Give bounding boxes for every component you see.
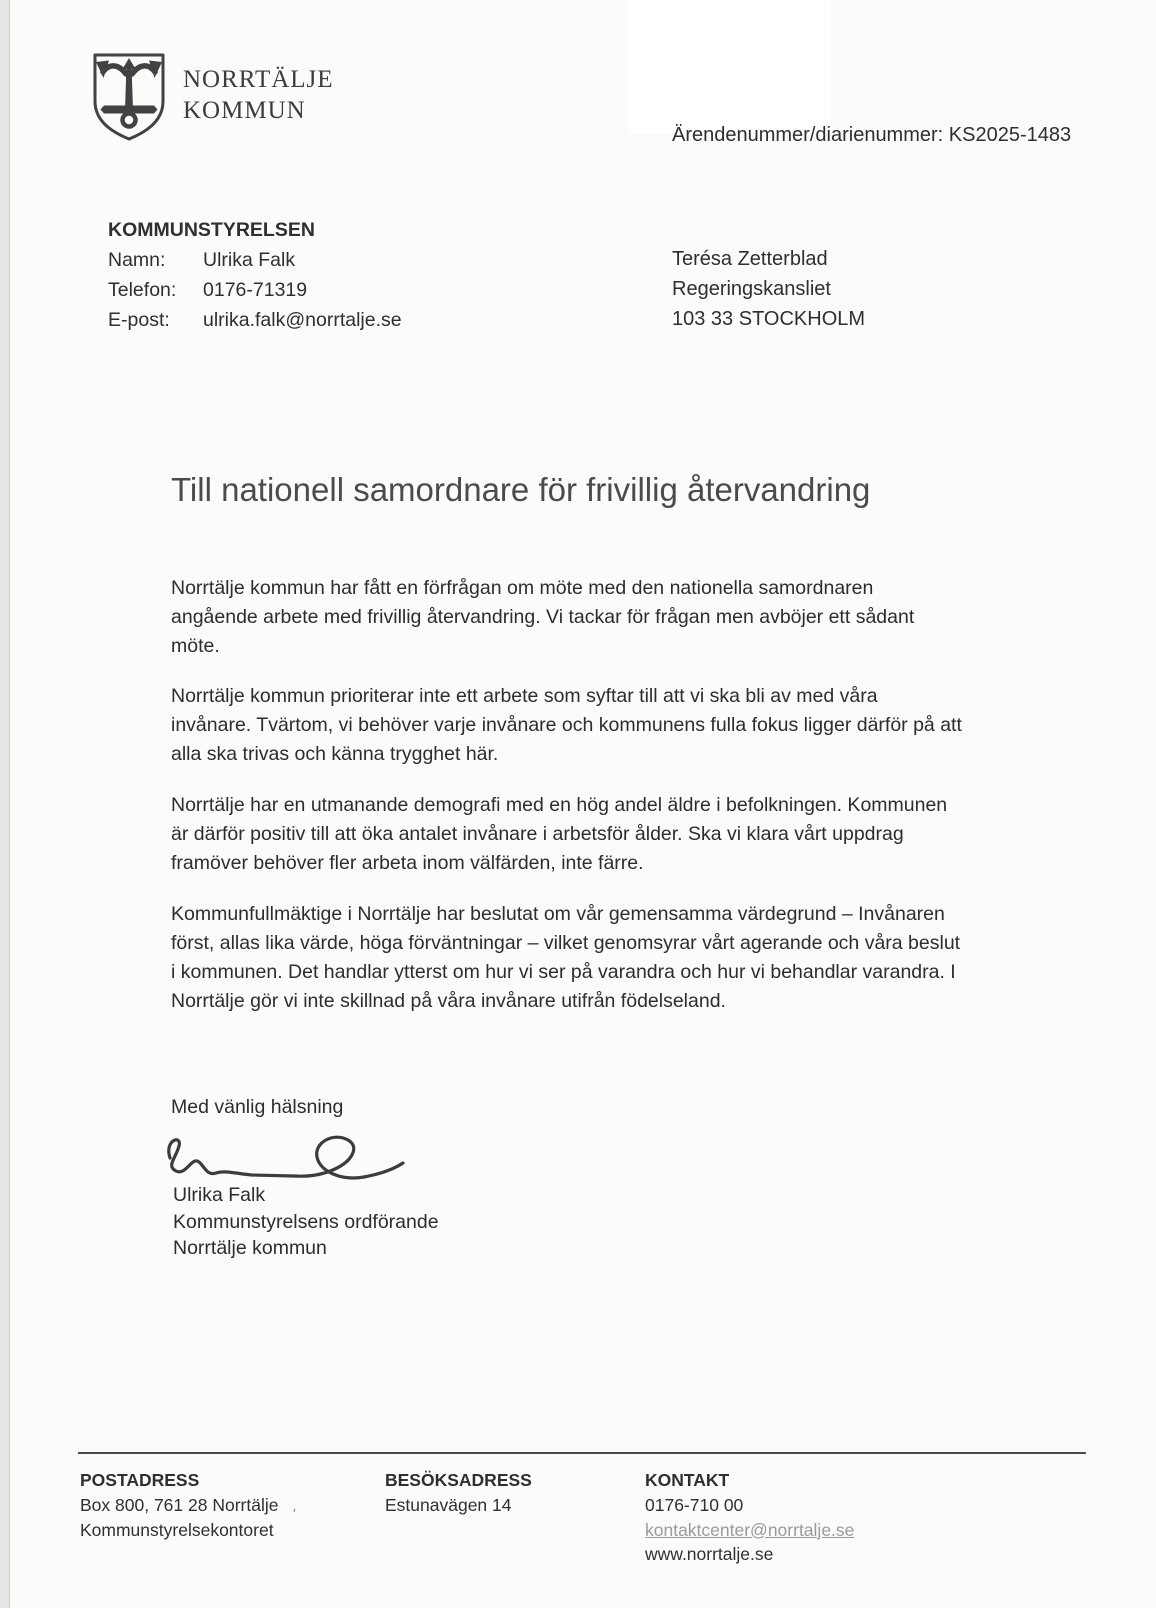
footer-postal-title: POSTADRESS	[80, 1470, 200, 1490]
scan-edge-artifact	[0, 0, 10, 1608]
case-number-value: KS2025-1483	[948, 124, 1072, 146]
signer-organization: Norrtälje kommun	[173, 1237, 327, 1259]
scan-light-artifact	[628, 0, 831, 134]
sender-email-value: ulrika.falk@norrtalje.se	[203, 309, 402, 331]
signer-name: Ulrika Falk	[173, 1184, 266, 1206]
recipient-address	[672, 244, 865, 334]
sender-row-email	[108, 305, 402, 335]
logo-line-2: KOMMUN	[183, 97, 306, 124]
sender-email-label: E-post:	[108, 309, 170, 331]
norrtalje-coat-of-arms-icon	[92, 53, 166, 148]
letter-closing: Med vänlig hälsning	[171, 1096, 344, 1118]
sender-block	[108, 215, 402, 335]
case-number	[672, 124, 1071, 147]
sender-row-name	[108, 245, 402, 275]
sender-contact-table	[108, 245, 402, 335]
scan-stray-mark-artifact: '	[290, 1505, 297, 1524]
footer-visit-column	[385, 1468, 532, 1518]
letter-paragraph-2: Norrtälje kommun prioriterar inte ett arbete som syftar till att vi ska bli av med våra invånare. Tvärtom, vi behöver varje invånare och kommunens fulla fokus ligger därför på att alla ska trivas och känna trygghet här.	[171, 685, 962, 765]
sender-phone-value: 0176-71319	[203, 279, 308, 301]
sender-name-value: Ulrika Falk	[203, 249, 296, 271]
footer-visit-line1: Estunavägen 14	[385, 1494, 512, 1515]
footer-contact-title: KONTAKT	[645, 1470, 730, 1490]
signer-role: Kommunstyrelsens ordförande	[173, 1210, 439, 1233]
recipient-city: 103 33 STOCKHOLM	[672, 308, 866, 330]
logo-wordmark	[183, 64, 334, 126]
sender-phone-label: Telefon:	[108, 279, 177, 301]
footer-contact-column	[645, 1468, 854, 1567]
footer-contact-website: www.norrtalje.se	[645, 1544, 774, 1565]
footer-postal-line2: Kommunstyrelsekontoret	[80, 1519, 274, 1540]
footer-contact-email-link[interactable]: kontaktcenter@norrtalje.se	[645, 1519, 855, 1540]
footer-visit-title: BESÖKSADRESS	[385, 1470, 532, 1490]
footer-postal-line1: Box 800, 761 28 Norrtälje	[80, 1494, 279, 1515]
letter-paragraph-3: Norrtälje har en utmanande demografi med en hög andel äldre i befolkningen. Kommunen är därför positiv till att öka antalet invånare i arbetsför ålder. Ska vi klara vårt uppdrag framöver behöver fler arbeta inom välfärden, inte färre.	[171, 794, 948, 874]
footer-divider	[78, 1452, 1086, 1454]
sender-department: KOMMUNSTYRELSEN	[108, 219, 315, 241]
sender-row-phone	[108, 275, 402, 305]
signer-block	[173, 1182, 439, 1262]
recipient-org: Regeringskansliet	[672, 278, 831, 300]
footer-contact-phone: 0176-710 00	[645, 1494, 744, 1515]
footer-postal-column	[80, 1468, 278, 1542]
logo-line-1: NORRTÄLJE	[183, 66, 334, 93]
case-number-label: Ärendenummer/diarienummer:	[672, 124, 944, 146]
sender-name-label: Namn:	[108, 249, 166, 271]
letter-paragraph-4: Kommunfullmäktige i Norrtälje har beslutat om vår gemensamma värdegrund – Invånaren först, allas lika värde, höga förväntningar – vilket genomsyrar vårt agerande och våra beslut i kommunen. Det handlar ytterst om hur vi ser på varandra och hur vi behandlar varandra. I Norrtälje gör vi inte skillnad på våra invånare utifrån födelseland.	[171, 903, 961, 1012]
letter-title: Till nationell samordnare för frivillig återvandring	[171, 471, 871, 508]
letter-paragraph-1: Norrtälje kommun har fått en förfrågan om möte med den nationella samordnaren angående arbete med frivillig återvandring. Vi tackar för frågan men avböjer ett sådant möte.	[171, 577, 915, 657]
recipient-name: Terésa Zetterblad	[672, 248, 828, 270]
